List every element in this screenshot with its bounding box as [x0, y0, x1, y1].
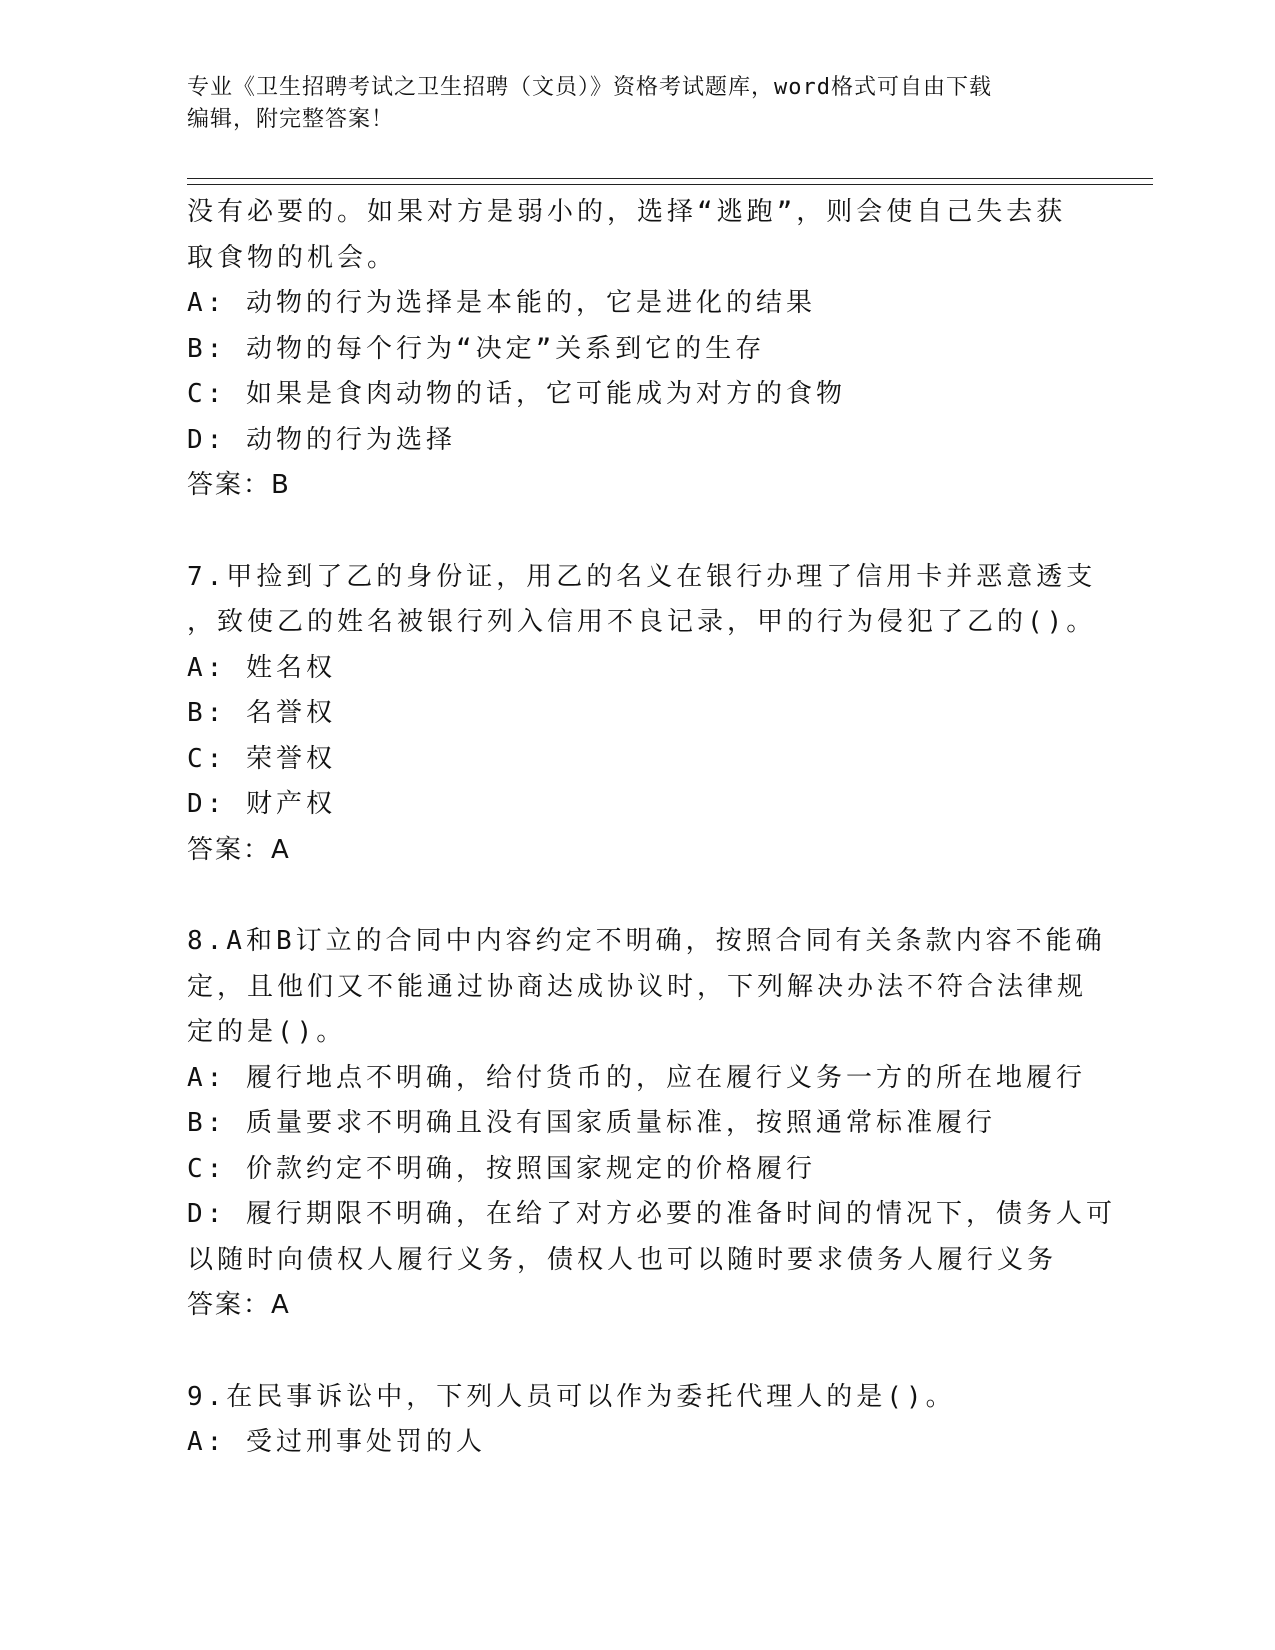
- option-b: B: 名誉权: [187, 698, 336, 728]
- question-6-continued: [187, 190, 1087, 509]
- question-7: [187, 555, 1097, 874]
- option-a: A: 履行地点不明确，给付货币的，应在履行义务一方的所在地履行: [187, 1062, 1086, 1093]
- question-text-line: 9.在民事诉讼中，下列人员可以作为委托代理人的是()。: [187, 1381, 956, 1412]
- header-line-2: 编辑，附完整答案！: [187, 107, 395, 132]
- question-9: [187, 1375, 1087, 1466]
- option-a: A: 动物的行为选择是本能的，它是进化的结果: [187, 288, 816, 318]
- question-text-line: 定，且他们又不能通过协商达成协议时，下列解决办法不符合法律规: [187, 971, 1088, 1002]
- page-header: [187, 72, 1087, 136]
- answer-line: 答案：B: [187, 470, 291, 500]
- option-b: B: 动物的每个行为“决定”关系到它的生存: [187, 333, 766, 364]
- answer-line: 答案：A: [187, 834, 291, 865]
- question-8: [187, 919, 1116, 1329]
- question-text-line: 没有必要的。如果对方是弱小的，选择“逃跑”，则会使自己失去获: [187, 197, 1067, 227]
- page-content: [187, 190, 1116, 1466]
- header-divider-top: [187, 178, 1153, 179]
- question-spacer: [187, 873, 1087, 919]
- option-c: C: 荣誉权: [187, 743, 336, 774]
- question-text-line: 定的是()。: [187, 1017, 347, 1047]
- question-text-line: 取食物的机会。: [187, 242, 398, 273]
- question-text-line: 8.A和B订立的合同中内容约定不明确，按照合同有关条款内容不能确: [187, 926, 1106, 956]
- answer-line: 答案：A: [187, 1290, 291, 1320]
- question-text-line: 7.甲捡到了乙的身份证，用乙的名义在银行办理了信用卡并恶意透支: [187, 561, 1097, 592]
- option-c: C: 如果是食肉动物的话，它可能成为对方的食物: [187, 379, 846, 409]
- option-c: C: 价款约定不明确，按照国家规定的价格履行: [187, 1153, 816, 1184]
- option-a: A: 受过刑事处罚的人: [187, 1427, 486, 1457]
- option-b: B: 质量要求不明确且没有国家质量标准，按照通常标准履行: [187, 1108, 996, 1138]
- option-a: A: 姓名权: [187, 652, 336, 683]
- question-text-line: ，致使乙的姓名被银行列入信用不良记录，甲的行为侵犯了乙的()。: [187, 607, 1097, 637]
- option-d: D: 财产权: [187, 789, 336, 819]
- question-spacer: [187, 1329, 1087, 1375]
- option-d: D: 履行期限不明确，在给了对方必要的准备时间的情况下，债务人可: [187, 1199, 1116, 1229]
- header-divider-bottom: [187, 184, 1153, 185]
- header-line-1: 专业《卫生招聘考试之卫生招聘（文员）》资格考试题库，word格式可自由下载: [187, 75, 992, 100]
- option-d-continued: 以随时向债权人履行义务，债权人也可以随时要求债务人履行义务: [187, 1244, 1058, 1275]
- option-d: D: 动物的行为选择: [187, 424, 456, 455]
- question-spacer: [187, 509, 1087, 555]
